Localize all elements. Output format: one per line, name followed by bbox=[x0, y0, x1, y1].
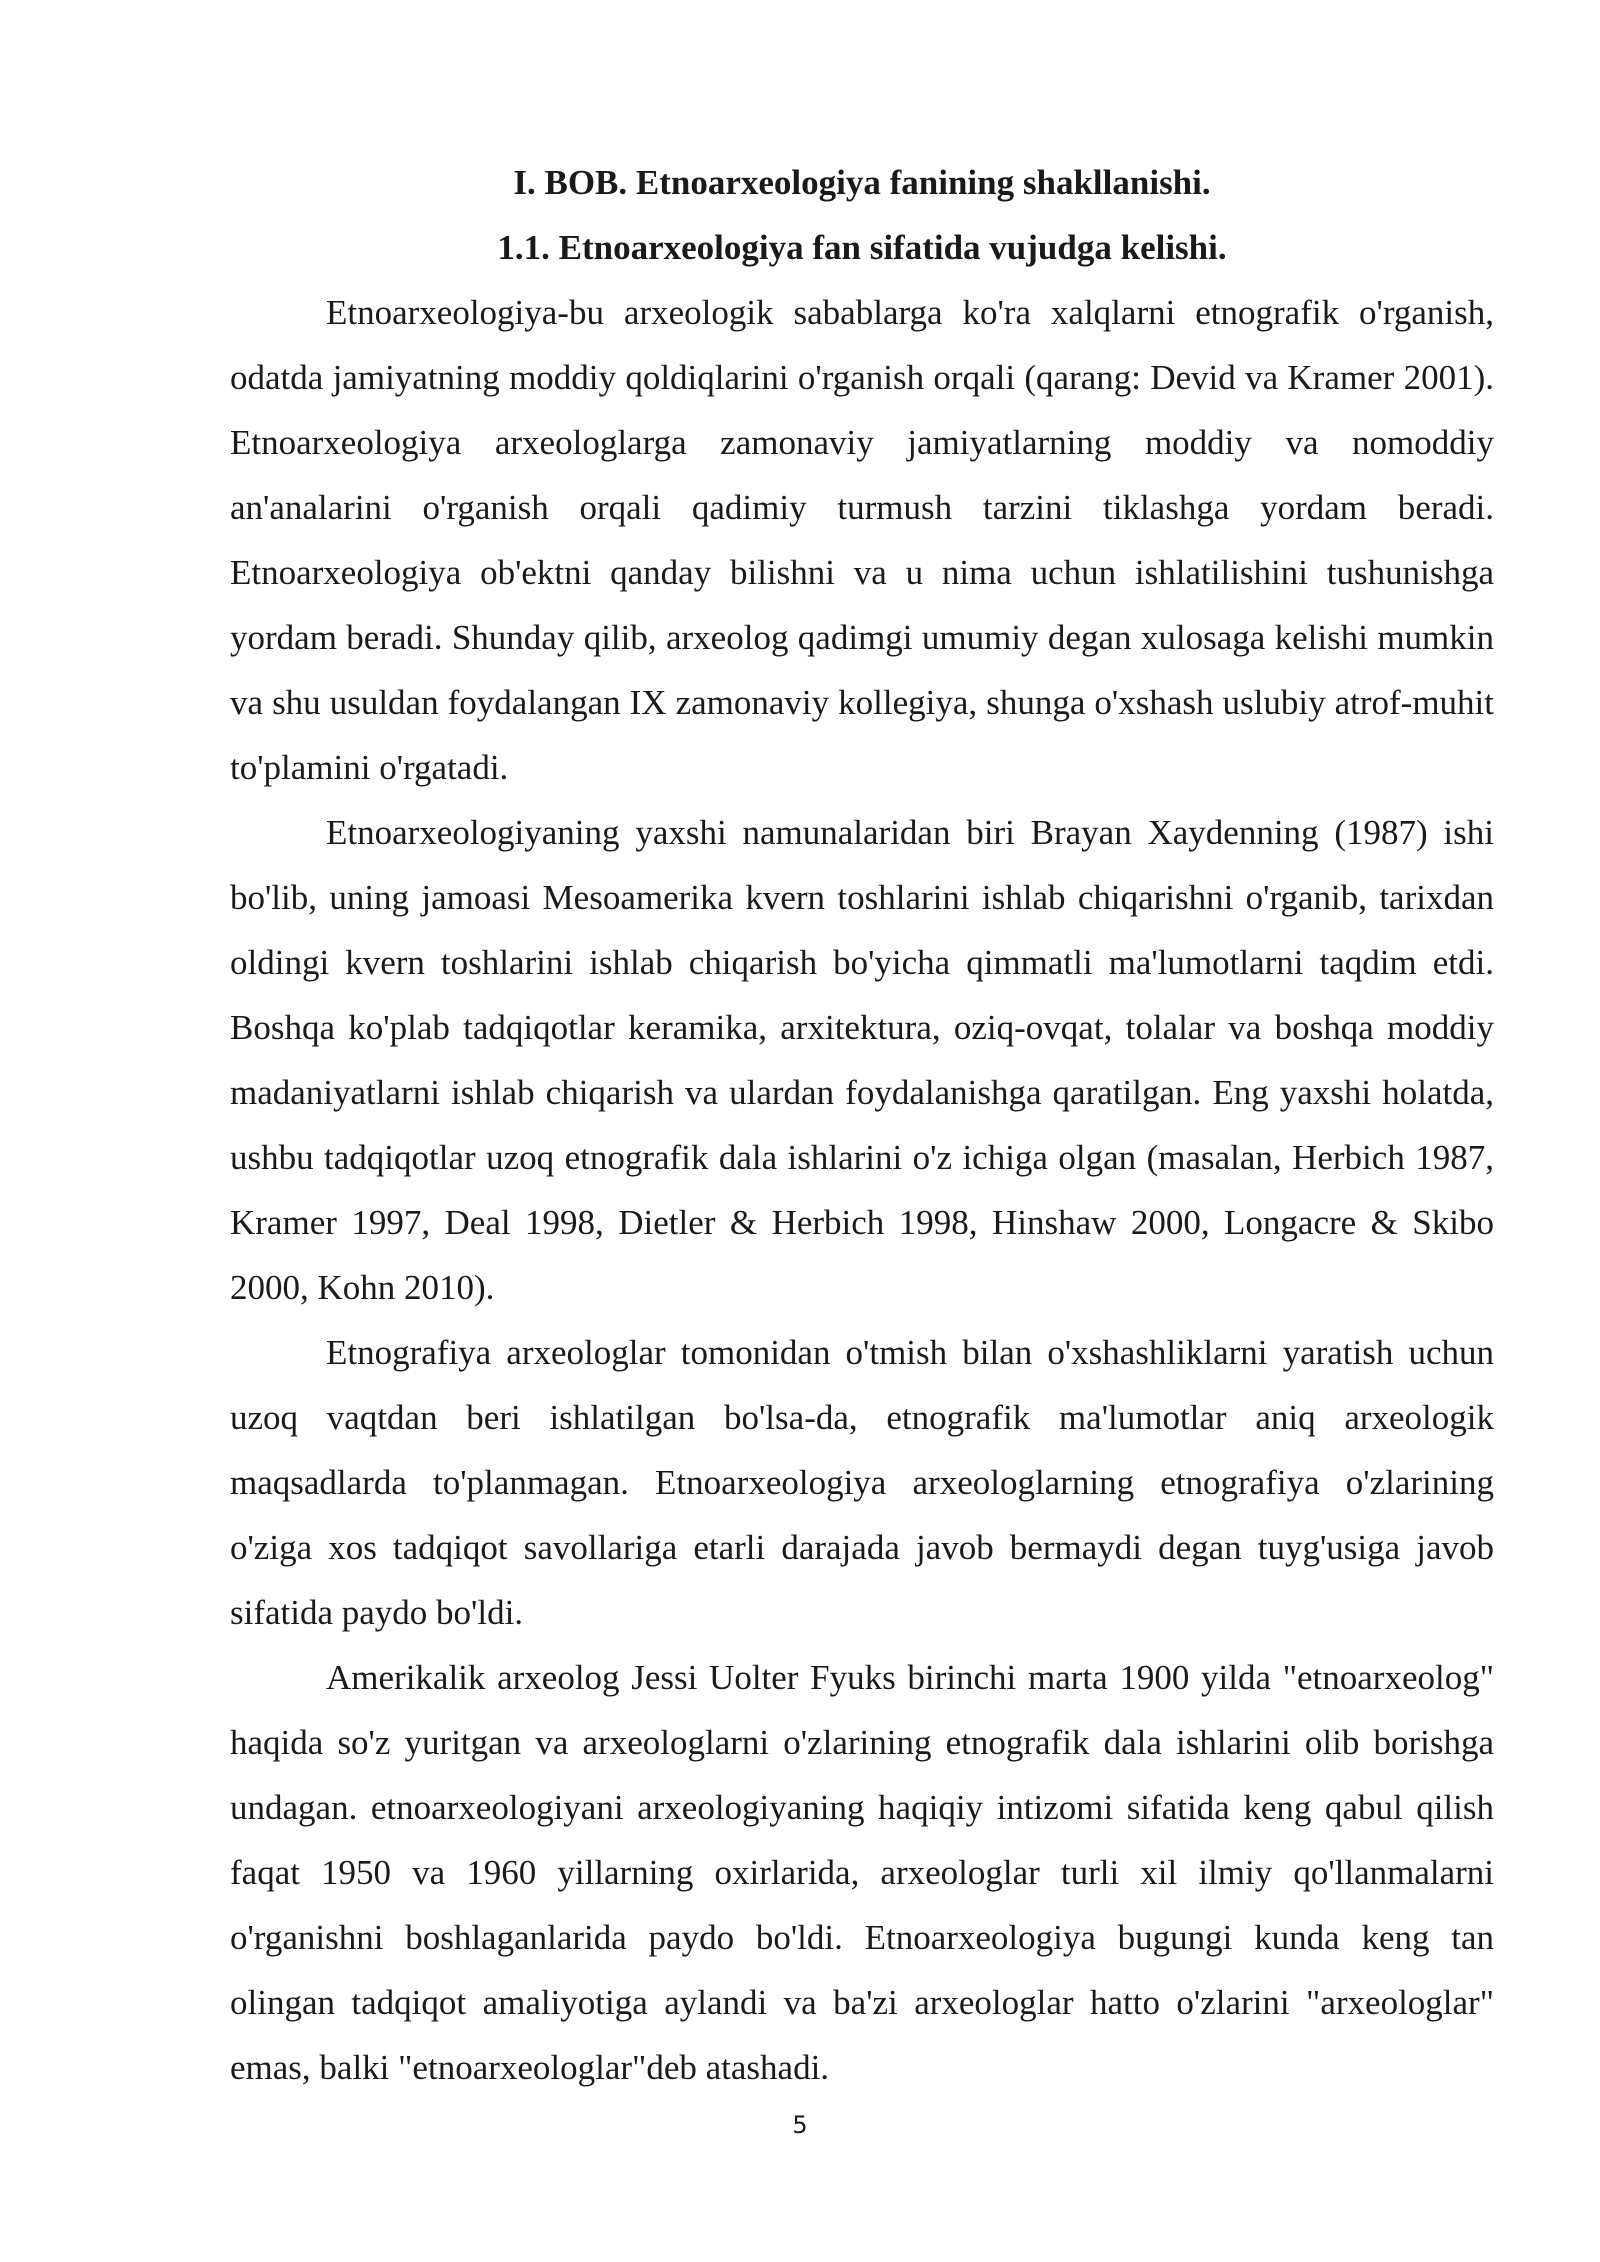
page-body bbox=[230, 150, 1494, 2100]
paragraph: Etnoarxeologiyaning yaxshi namunalaridan biri Brayan Xaydenning (1987) ishi bo'lib, uning jamoasi Mesoamerika kvern toshlarini ishlab chiqarishni o'rganib, tarixdan oldingi kvern toshlarini ishlab chiqarish bo'yicha qimmatli ma'lumotlarni taqdim etdi. Boshqa ko'plab tadqiqotlar keramika, arxitektura, oziq-ovqat, tolalar va boshqa moddiy madaniyatlarni ishlab chiqarish va ulardan foydalanishga qaratilgan. Eng yaxshi holatda, ushbu tadqiqotlar uzoq etnografik dala ishlarini o'z ichiga olgan (masalan, Herbich 1987, Kramer 1997, Deal 1998, Dietler & Herbich 1998, Hinshaw 2000, Longacre & Skibo 2000, Kohn 2010). bbox=[230, 813, 1494, 1307]
section-title: 1.1. Etnoarxeologiya fan sifatida vujudga kelishi. bbox=[497, 228, 1227, 267]
paragraph: Amerikalik arxeolog Jessi Uolter Fyuks birinchi marta 1900 yilda "etnoarxeolog" haqida so'z yuritgan va arxeologlarni o'zlarining etnografik dala ishlarini olib borishga undagan. etnoarxeologiyani arxeologiyaning haqiqiy intizomi sifatida keng qabul qilish faqat 1950 va 1960 yillarning oxirlarida, arxeologlar turli xil ilmiy qo'llanmalarni o'rganishni boshlaganlarida paydo bo'ldi. Etnoarxeologiya bugungi kunda keng tan olingan tadqiqot amaliyotiga aylandi va ba'zi arxeologlar hatto o'zlarini "arxeologlar" emas, balki "etnoarxeologlar"deb atashadi. bbox=[230, 1658, 1494, 2087]
page-number: 5 bbox=[792, 2111, 808, 2139]
chapter-title: I. BOB. Etnoarxeologiya fanining shakllanishi. bbox=[513, 163, 1211, 202]
paragraph: Etnoarxeologiya-bu arxeologik sabablarga ko'ra xalqlarni etnografik o'rganish, odatda jamiyatning moddiy qoldiqlarini o'rganish orqali (qarang: Devid va Kramer 2001). Etnoarxeologiya arxeologlarga zamonaviy jamiyatlarning moddiy va nomoddiy an'analarini o'rganish orqali qadimiy turmush tarzini tiklashga yordam beradi. Etnoarxeologiya ob'ektni qanday bilishni va u nima uchun ishlatilishini tushunishga yordam beradi. Shunday qilib, arxeolog qadimgi umumiy degan xulosaga kelishi mumkin va shu usuldan foydalangan IX zamonaviy kollegiya, shunga o'xshash uslubiy atrof-muhit to'plamini o'rgatadi. bbox=[230, 293, 1494, 787]
paragraph: Etnografiya arxeologlar tomonidan o'tmish bilan o'xshashliklarni yaratish uchun uzoq vaqtdan beri ishlatilgan bo'lsa-da, etnografik ma'lumotlar aniq arxeologik maqsadlarda to'planmagan. Etnoarxeologiya arxeologlarning etnografiya o'zlarining o'ziga xos tadqiqot savollariga etarli darajada javob bermaydi degan tuyg'usiga javob sifatida paydo bo'ldi. bbox=[230, 1333, 1494, 1632]
